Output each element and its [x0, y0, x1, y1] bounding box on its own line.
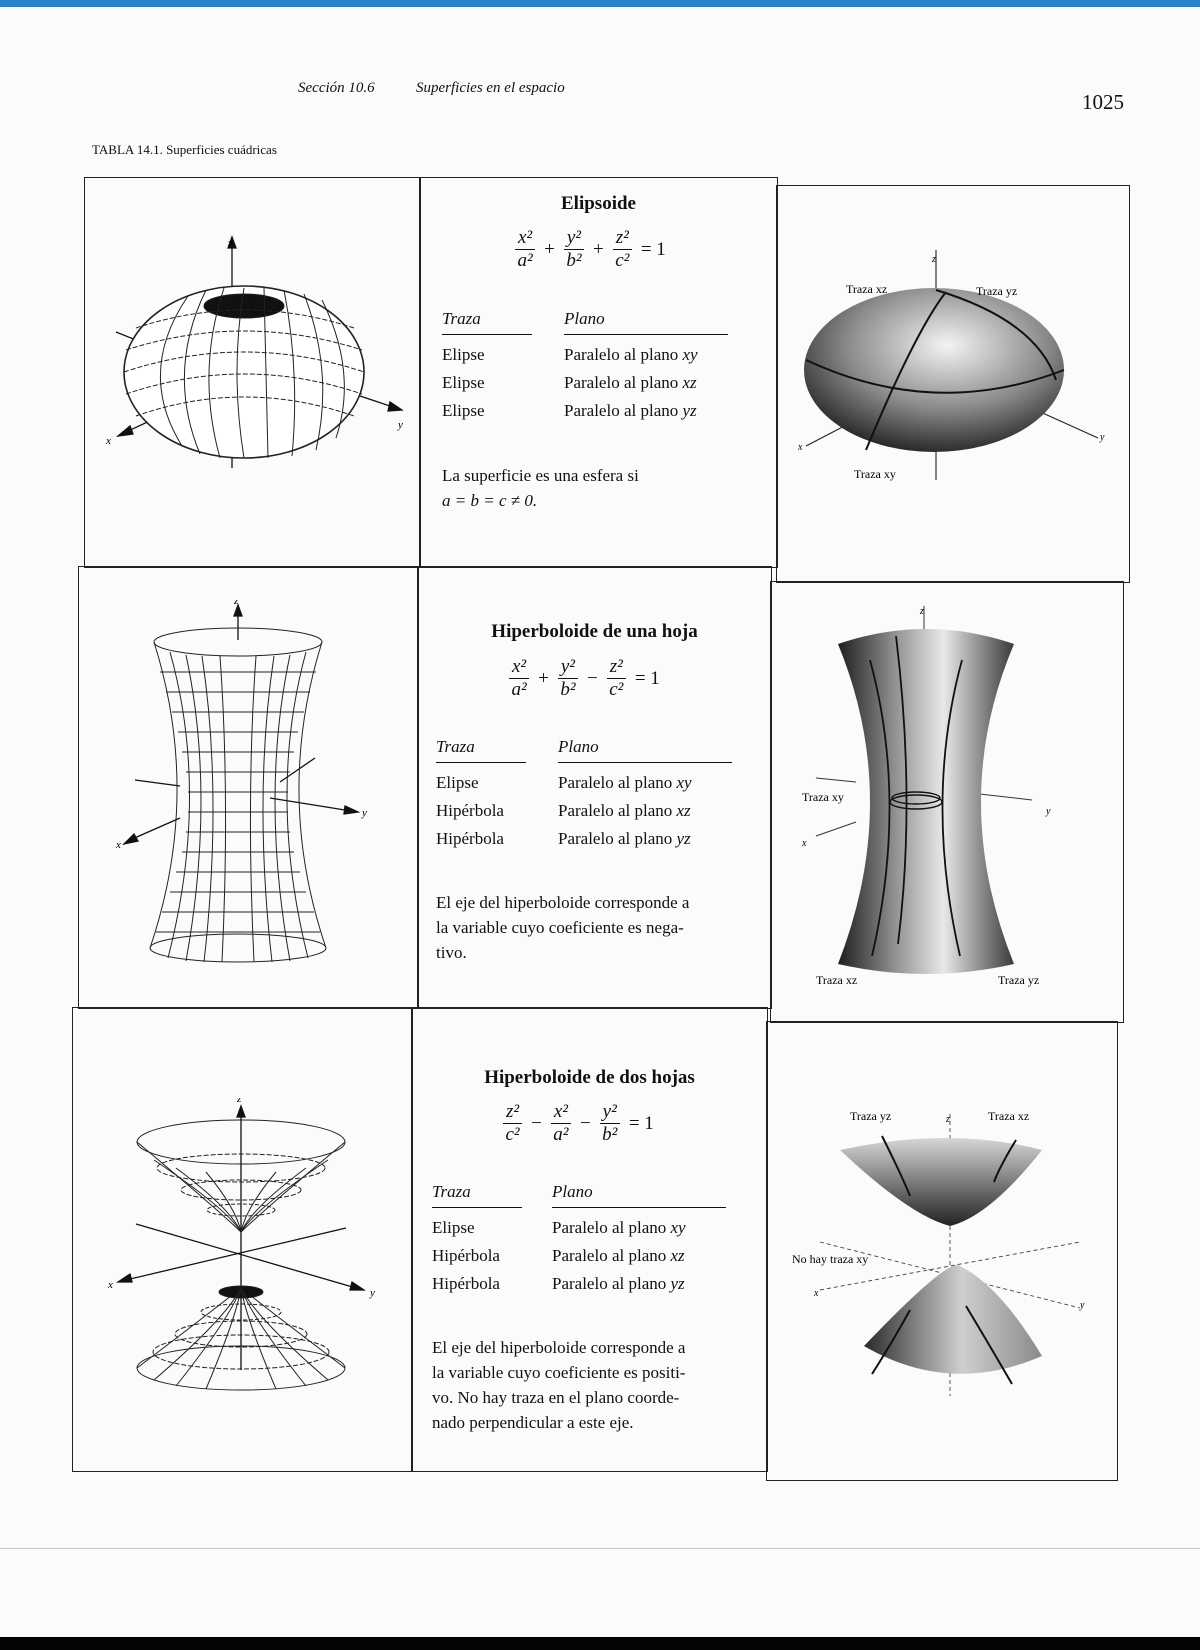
trace-label: Traza xz — [846, 282, 888, 296]
trace-label: Traza yz — [850, 1109, 892, 1123]
x-axis-arrow-icon — [118, 426, 133, 436]
trace-type: Hipérbola — [436, 801, 504, 820]
trace-header-plano: Plano — [558, 737, 599, 756]
label-z: z — [920, 606, 924, 617]
hyperboloid-one-wireframe-figure — [110, 600, 400, 975]
label-x: x — [116, 839, 121, 851]
ellipsoid-wireframe-figure — [96, 232, 418, 472]
label-x: x — [814, 1288, 819, 1299]
label-y: y — [398, 419, 403, 431]
surface-title: Hiperboloide de una hoja — [491, 621, 698, 642]
hyperboloid-two-shaded-figure — [790, 1106, 1100, 1406]
x-axis-arrow-icon — [118, 1274, 132, 1282]
scan-page-edge — [0, 1548, 1200, 1549]
surface-title: Elipsoide — [561, 193, 636, 214]
trace-label: No hay traza xy — [792, 1252, 869, 1266]
y-axis-arrow-icon — [344, 806, 358, 814]
trace-type: Hipérbola — [432, 1274, 500, 1293]
trace-type: Elipse — [432, 1218, 475, 1237]
page-number: 1025 — [1082, 90, 1124, 114]
label-z: z — [932, 254, 936, 265]
header-rule — [564, 334, 728, 335]
trace-header-traza: Traza — [442, 309, 481, 328]
y-axis-arrow-icon — [350, 1282, 364, 1290]
trace-label: Traza xy — [802, 790, 844, 804]
label-y: y — [1046, 806, 1051, 817]
y-axis-arrow-icon — [388, 402, 402, 411]
trace-type: Hipérbola — [436, 829, 504, 848]
surface-title: Hiperboloide de dos hojas — [484, 1067, 695, 1088]
x-axis-arrow-icon — [124, 834, 138, 844]
trace-plane: Paralelo al plano xy — [552, 1218, 686, 1237]
label-y: y — [370, 1287, 375, 1299]
trace-label: Traza xz — [816, 973, 858, 987]
ellipsoid-shaded-figure — [796, 250, 1116, 490]
label-z: z — [234, 600, 239, 607]
trace-table — [442, 304, 742, 434]
header-rule — [436, 762, 526, 763]
trace-plane: Paralelo al plano xz — [552, 1246, 685, 1265]
trace-table — [432, 1177, 732, 1307]
label-x: x — [108, 1279, 113, 1291]
header-rule — [432, 1207, 522, 1208]
trace-header-traza: Traza — [432, 1182, 471, 1201]
header-rule — [558, 762, 732, 763]
trace-type: Elipse — [442, 345, 485, 364]
trace-type: Hipérbola — [432, 1246, 500, 1265]
hyperboloid-one-shaded-figure — [796, 604, 1106, 998]
trace-table — [436, 732, 736, 862]
hyperboloid-two-wireframe-figure — [106, 1098, 396, 1398]
table-caption: TABLA 14.1. Superficies cuádricas — [92, 142, 277, 157]
trace-header-traza: Traza — [436, 737, 475, 756]
trace-plane: Paralelo al plano xy — [558, 773, 692, 792]
x-axis — [126, 1228, 346, 1280]
surface-equation: $\frac{\text{x²}}{\text{a²}}$ + $\frac{\text{y²}}{\text{b²}}$ − $\frac{\text{z²}}{\text{c²}}$ = 1 — [506, 657, 666, 700]
surface-equation: $\frac{\text{z²}}{\text{c²}}$ − $\frac{\text{x²}}{\text{a²}}$ − $\frac{\text{y²}}{\text{b²}}$ = 1 — [500, 1102, 660, 1145]
label-y: y — [362, 807, 367, 819]
scan-bottom-edge — [0, 1637, 1200, 1650]
label-y: y — [1080, 1300, 1085, 1311]
trace-plane: Paralelo al plano yz — [552, 1274, 685, 1293]
surface-note: El eje del hiperboloide corresponde a la variable cuyo coeficiente es positi- vo. No hay traza en el plano coorde- nado perpendicular a este eje. — [432, 1338, 686, 1432]
hyperboloid-two-upper-surface — [840, 1138, 1042, 1226]
trace-plane: Paralelo al plano yz — [564, 401, 697, 420]
surface-note: El eje del hiperboloide corresponde a la variable cuyo coeficiente es nega- tivo. — [436, 893, 690, 962]
hyperboloid-two-lower-surface — [864, 1265, 1042, 1374]
label-z: z — [237, 1098, 242, 1105]
scan-top-edge — [0, 0, 1200, 7]
trace-plane: Paralelo al plano xz — [564, 373, 697, 392]
trace-type: Elipse — [436, 773, 479, 792]
trace-type: Elipse — [442, 401, 485, 420]
trace-header-plano: Plano — [564, 309, 605, 328]
label-x: x — [802, 838, 807, 849]
trace-label: Traza xz — [988, 1109, 1030, 1123]
hyperboloid-one-mesh — [150, 628, 326, 962]
header-rule — [552, 1207, 726, 1208]
label-z: z — [228, 237, 233, 249]
label-x: x — [106, 435, 111, 447]
surface-equation: $\frac{\text{x²}}{\text{a²}}$ + $\frac{\text{y²}}{\text{b²}}$ + $\frac{\text{z²}}{\text{c²}}$ = 1 — [512, 228, 672, 271]
trace-plane: Paralelo al plano xz — [558, 801, 691, 820]
trace-header-plano: Plano — [552, 1182, 593, 1201]
ellipsoid-mesh — [124, 286, 364, 458]
running-head-section: Sección 10.6 — [298, 80, 375, 96]
ellipsoid-surface — [804, 288, 1064, 452]
trace-label: Traza yz — [976, 284, 1018, 298]
label-y: y — [1100, 432, 1105, 443]
label-x: x — [798, 442, 803, 453]
trace-label: Traza xy — [854, 467, 896, 481]
trace-label: Traza yz — [998, 973, 1040, 987]
trace-plane: Paralelo al plano yz — [558, 829, 691, 848]
header-rule — [442, 334, 532, 335]
hyperboloid-one-surface — [838, 629, 1014, 974]
trace-type: Elipse — [442, 373, 485, 392]
y-axis — [270, 798, 345, 810]
label-z: z — [946, 1114, 950, 1125]
z-axis-arrow-icon — [237, 1106, 245, 1117]
surface-note: La superficie es una esfera si a = b = c ≠ 0. — [442, 466, 639, 510]
running-head-topic: Superficies en el espacio — [416, 80, 565, 96]
x-axis — [130, 818, 180, 840]
trace-plane: Paralelo al plano xy — [564, 345, 698, 364]
